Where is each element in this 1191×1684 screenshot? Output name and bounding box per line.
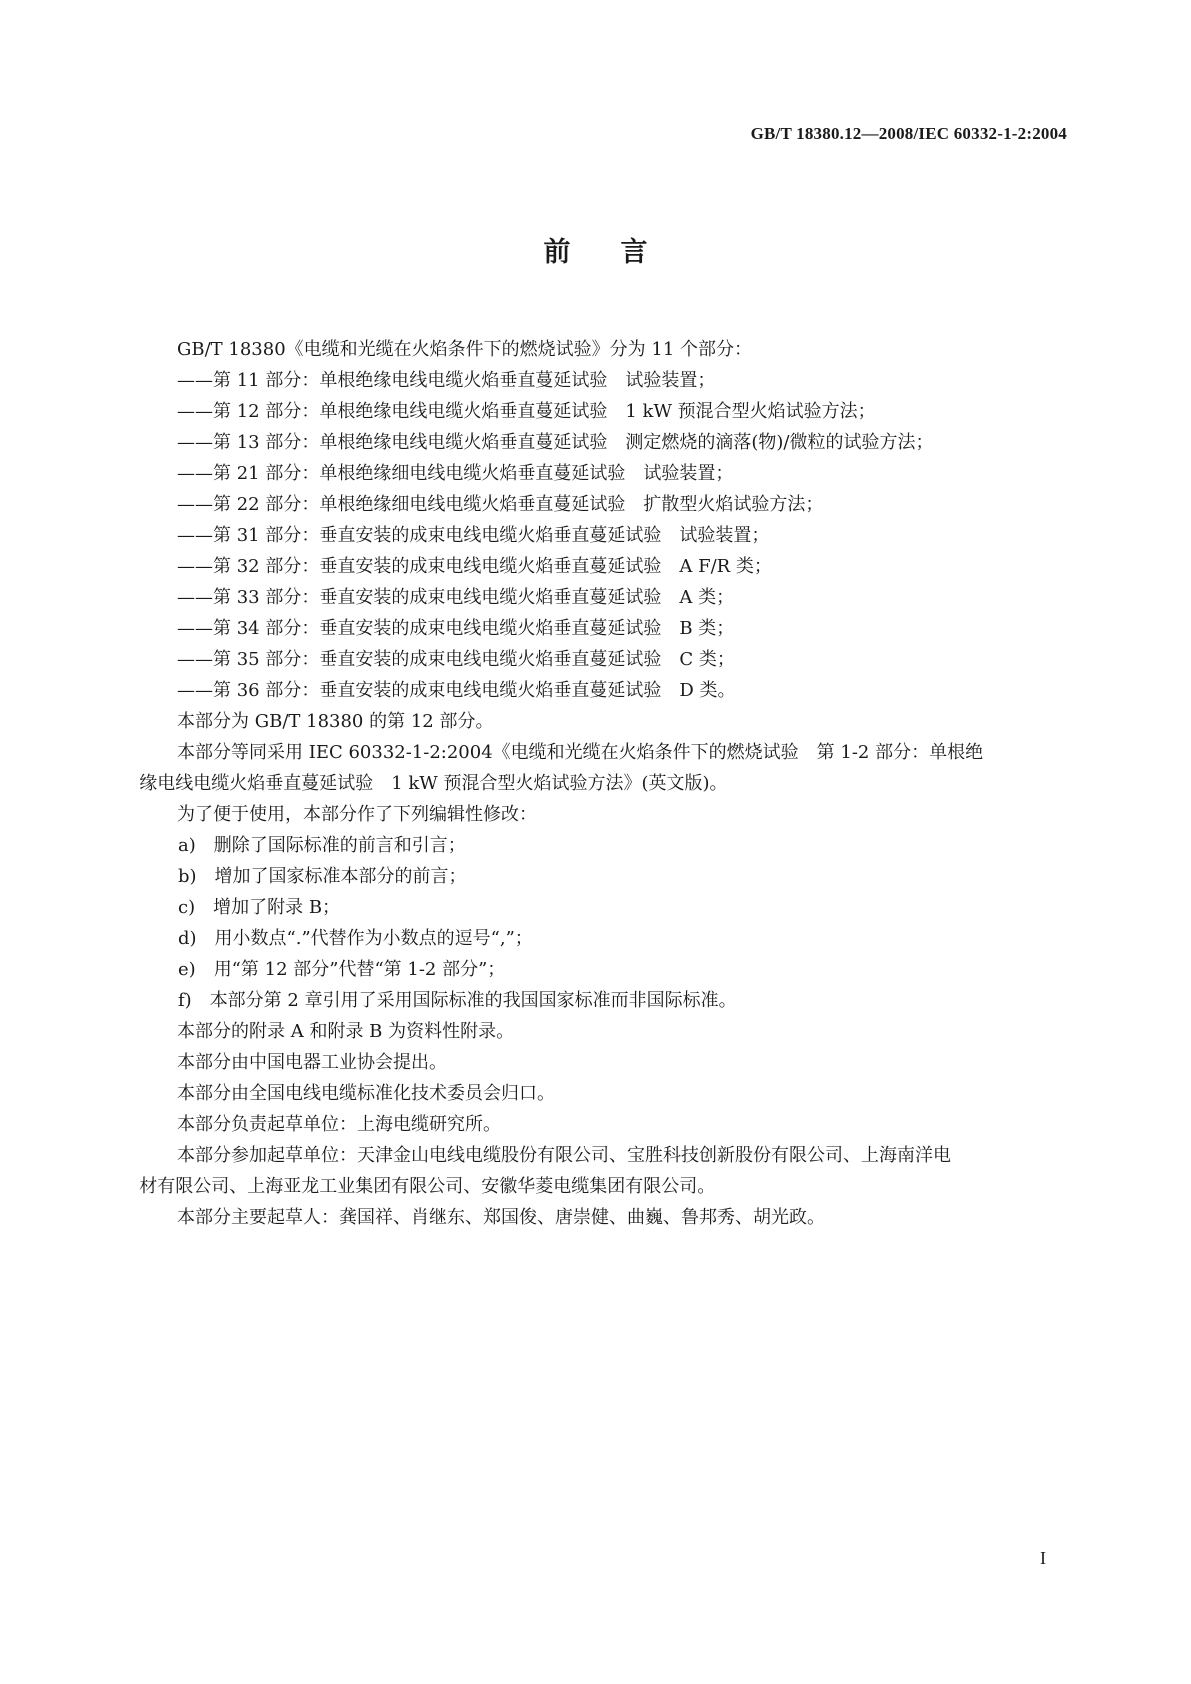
standard-number-header: GB/T 18380.12—2008/IEC 60332-1-2:2004 xyxy=(750,124,1067,143)
intro-line: GB/T 18380《电缆和光缆在火焰条件下的燃烧试验》分为 11 个部分： xyxy=(177,339,753,360)
edit-list-item xyxy=(177,830,1077,861)
part-subtitle: D 类。 xyxy=(679,680,736,701)
part-list-item xyxy=(177,551,1077,582)
proposed-by: 本部分由中国电器工业协会提出。 xyxy=(177,1052,447,1073)
edits-list xyxy=(177,830,1077,1016)
edits-intro: 为了便于使用，本部分作了下列编辑性修改： xyxy=(177,804,537,825)
drafters: 本部分主要起草人：龚国祥、肖继东、郑国俊、唐崇健、曲巍、鲁邦秀、胡光政。 xyxy=(177,1207,825,1228)
edit-marker: c) xyxy=(178,897,196,918)
edit-text: 删除了国际标准的前言和引言； xyxy=(213,835,466,856)
centralized-by: 本部分由全国电线电缆标准化技术委员会归口。 xyxy=(177,1083,555,1104)
part-list-item xyxy=(177,644,1077,675)
part-subtitle: 测定燃烧的滴落(物)/微粒的试验方法； xyxy=(625,432,934,453)
drafting-unit: 本部分负责起草单位：上海电缆研究所。 xyxy=(177,1114,501,1135)
part-title: ——第 34 部分：垂直安装的成束电线电缆火焰垂直蔓延试验 xyxy=(177,618,662,639)
part-title: ——第 13 部分：单根绝缘电线电缆火焰垂直蔓延试验 xyxy=(177,432,608,453)
part-list-item xyxy=(177,675,1077,706)
page-number: I xyxy=(1040,1548,1046,1568)
edit-marker: a) xyxy=(178,835,196,856)
participating-line-2: 材有限公司、上海亚龙工业集团有限公司、安徽华菱电缆集团有限公司。 xyxy=(139,1176,716,1197)
edit-marker: e) xyxy=(178,959,196,980)
part-title: ——第 11 部分：单根绝缘电线电缆火焰垂直蔓延试验 xyxy=(177,370,608,391)
edit-marker: f) xyxy=(178,990,192,1011)
adoption-line-1-part: 第 1-2 部分：单根绝 xyxy=(816,742,984,763)
edit-marker: d) xyxy=(178,928,197,949)
part-subtitle: A F/R 类； xyxy=(679,556,772,577)
part-subtitle: 试验装置； xyxy=(679,525,770,546)
adoption-line-2-b: 1 kW 预混合型火焰试验方法》(英文版)。 xyxy=(391,773,728,794)
part-title: ——第 33 部分：垂直安装的成束电线电缆火焰垂直蔓延试验 xyxy=(177,587,662,608)
page-title: 前言 xyxy=(543,237,698,268)
part-list-item xyxy=(177,613,1077,644)
edit-text: 用“第 12 部分”代替“第 1-2 部分”； xyxy=(213,959,506,980)
part-subtitle: 试验装置； xyxy=(625,370,716,391)
participating-line-1: 本部分参加起草单位：天津金山电线电缆股份有限公司、宝胜科技创新股份有限公司、上海南洋电 xyxy=(177,1145,951,1166)
part-list-item xyxy=(177,582,1077,613)
edit-list-item xyxy=(177,985,1077,1016)
part-title: ——第 22 部分：单根绝缘细电线电缆火焰垂直蔓延试验 xyxy=(177,494,626,515)
adoption-line-1 xyxy=(177,737,1077,768)
part-subtitle: B 类； xyxy=(679,618,735,639)
part-subtitle: A 类； xyxy=(679,587,735,608)
part-subtitle: 试验装置； xyxy=(643,463,734,484)
adoption-line-2 xyxy=(139,768,1077,799)
parts-list xyxy=(177,365,1077,706)
part-subtitle: C 类； xyxy=(679,649,735,670)
edit-marker: b) xyxy=(178,866,197,887)
part-subtitle: 扩散型火焰试验方法； xyxy=(643,494,824,515)
part-title: ——第 36 部分：垂直安装的成束电线电缆火焰垂直蔓延试验 xyxy=(177,680,662,701)
edit-list-item xyxy=(177,861,1077,892)
edit-text: 增加了国家标准本部分的前言； xyxy=(214,866,467,887)
part-title: ——第 12 部分：单根绝缘电线电缆火焰垂直蔓延试验 xyxy=(177,401,608,422)
part-statement: 本部分为 GB/T 18380 的第 12 部分。 xyxy=(177,711,494,732)
edit-list-item xyxy=(177,923,1077,954)
part-subtitle: 1 kW 预混合型火焰试验方法； xyxy=(625,401,876,422)
part-list-item xyxy=(177,365,1077,396)
part-title: ——第 35 部分：垂直安装的成束电线电缆火焰垂直蔓延试验 xyxy=(177,649,662,670)
edit-text: 增加了附录 B； xyxy=(213,897,341,918)
edit-list-item xyxy=(177,892,1077,923)
annex-note: 本部分的附录 A 和附录 B 为资料性附录。 xyxy=(177,1021,515,1042)
part-list-item xyxy=(177,427,1077,458)
part-list-item xyxy=(177,396,1077,427)
part-list-item xyxy=(177,458,1077,489)
edit-text: 用小数点“.”代替作为小数点的逗号“,”； xyxy=(214,928,533,949)
part-list-item xyxy=(177,489,1077,520)
edit-list-item xyxy=(177,954,1077,985)
part-title: ——第 32 部分：垂直安装的成束电线电缆火焰垂直蔓延试验 xyxy=(177,556,662,577)
part-title: ——第 21 部分：单根绝缘细电线电缆火焰垂直蔓延试验 xyxy=(177,463,626,484)
part-title: ——第 31 部分：垂直安装的成束电线电缆火焰垂直蔓延试验 xyxy=(177,525,662,546)
foreword-body xyxy=(139,334,1077,1233)
adoption-line-2-a: 缘电线电缆火焰垂直蔓延试验 xyxy=(139,773,374,794)
part-list-item xyxy=(177,520,1077,551)
edit-text: 本部分第 2 章引用了采用国际标准的我国国家标准而非国际标准。 xyxy=(209,990,737,1011)
adoption-line-1-text: 本部分等同采用 IEC 60332-1-2:2004《电缆和光缆在火焰条件下的燃烧试验 xyxy=(177,742,799,763)
